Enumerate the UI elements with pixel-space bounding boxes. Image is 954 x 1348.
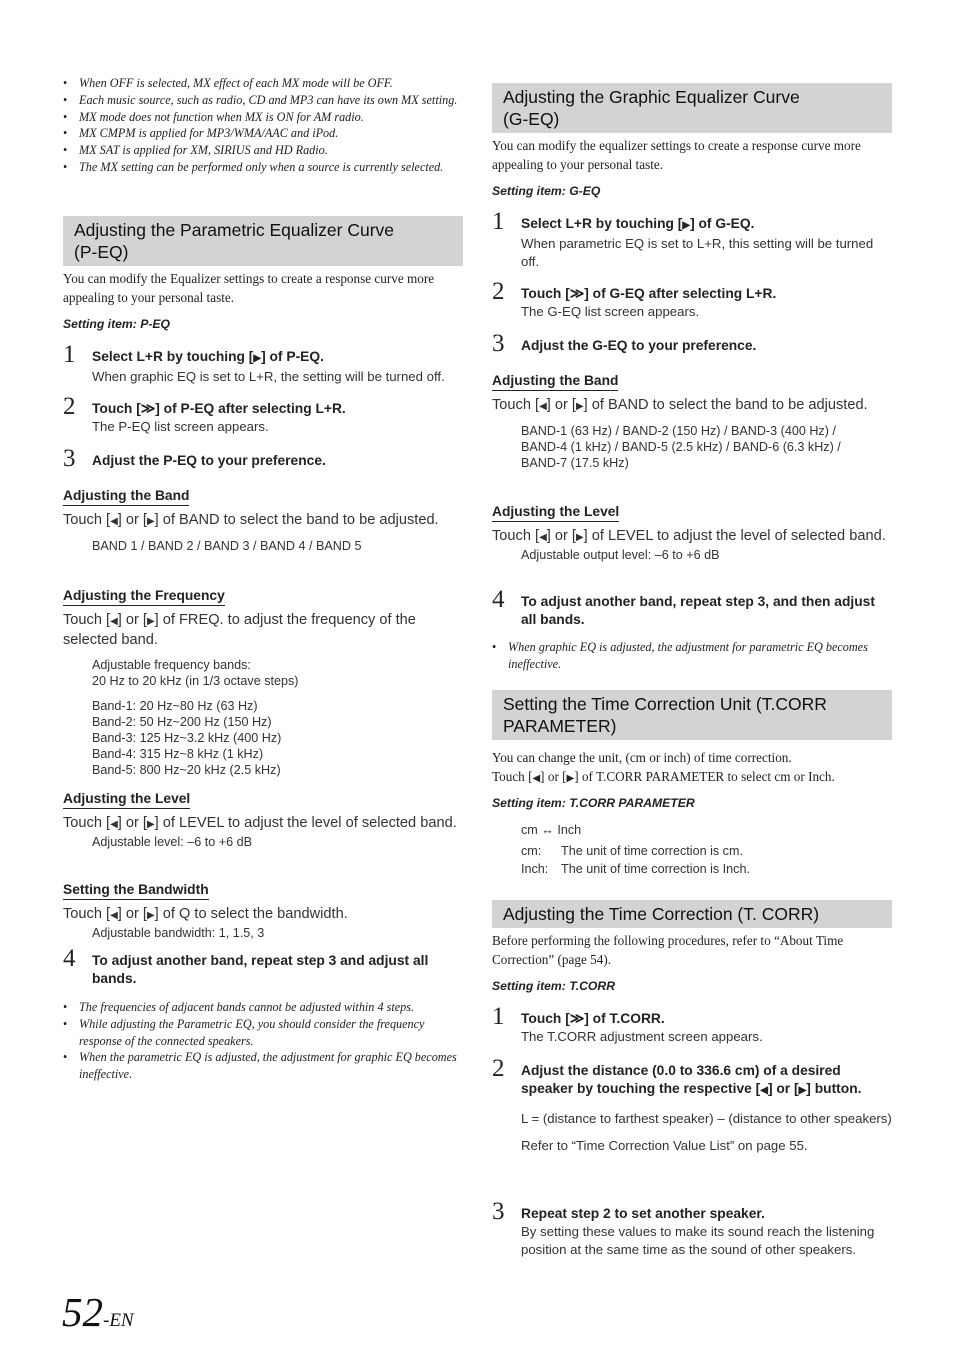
step-number: 2 (492, 1055, 505, 1082)
list-item: • The frequencies of adjacent bands cannot be adjusted within 4 steps. (63, 999, 463, 1016)
list-item: • When OFF is selected, MX effect of each MX mode will be OFF. (63, 75, 463, 92)
peq-step-2 (63, 393, 463, 436)
right-arrow-icon: ▶ (575, 532, 584, 543)
step-text: ] of P-EQ after selecting L+R. (155, 401, 346, 416)
step-number: 1 (492, 1003, 505, 1030)
left-arrow-icon: ◀ (110, 616, 118, 627)
text: ] of LEVEL to adjust the level of selected band. (583, 528, 886, 544)
peq-step-4 (63, 945, 463, 988)
list-item: • The MX setting can be performed only when a source is currently selected. (63, 159, 463, 176)
refer-text: Refer to “Time Correction Value List” on page 55. (521, 1138, 808, 1153)
step-text: Touch [ (92, 401, 141, 416)
list-item: • MX mode does not function when MX is ON for AM radio. (63, 109, 463, 126)
peq-setting-item: Setting item: P-EQ (63, 317, 170, 331)
left-arrow-icon: ◀ (760, 1085, 768, 1096)
right-arrow-icon: ▶ (798, 1085, 807, 1096)
tcorr-param-heading-line1: Setting the Time Correction Unit (T.CORR (503, 694, 827, 714)
step-desc: By setting these values to make its sound reach the listening position at the same time as the sound of other speakers. (521, 1224, 875, 1257)
left-arrow-icon: ◀ (110, 516, 118, 527)
unit-definition (521, 861, 892, 877)
right-arrow-icon: ▶ (566, 773, 575, 784)
geq-heading-line1: Adjusting the Graphic Equalizer Curve (503, 87, 800, 107)
step-text: Select L+R by touching [ (521, 216, 683, 231)
step-number: 1 (63, 341, 76, 368)
list-item: • MX CMPM is applied for MP3/WMA/AAC and iPod. (63, 125, 463, 142)
step-desc: The T.CORR adjustment screen appears. (521, 1029, 763, 1044)
text: ] or [ (546, 528, 576, 544)
text: ] of BAND to select the band to be adjusted. (583, 397, 868, 413)
play-icon: ▶ (253, 353, 262, 364)
text: ] or [ (540, 769, 567, 784)
step-number: 2 (63, 393, 76, 420)
band-values: BAND 1 / BAND 2 / BAND 3 / BAND 4 / BAND 5 (92, 539, 362, 553)
step-text: ] of G-EQ. (690, 216, 755, 231)
peq-notes-list (63, 999, 463, 1083)
play-icon: ▶ (682, 220, 691, 231)
step-text: ] of P-EQ. (261, 349, 324, 364)
left-arrow-icon: ◀ (539, 532, 547, 543)
step-text: Adjust the P-EQ to your preference. (92, 453, 326, 468)
step-text: ] of G-EQ after selecting L+R. (584, 286, 777, 301)
formula-text: L = (distance to farthest speaker) – (distance to other speakers) (521, 1111, 892, 1126)
step-text: To adjust another band, repeat step 3 and adjust all bands. (92, 953, 429, 986)
subheading: Adjusting the Level (492, 503, 619, 522)
left-arrow-icon: ◀ (532, 773, 541, 784)
text: Touch [ (492, 528, 540, 544)
tcorr-heading: Adjusting the Time Correction (T. CORR) (503, 904, 820, 924)
list-item: • When the parametric EQ is adjusted, the adjustment for graphic EQ becomes ineffective. (63, 1049, 463, 1083)
frequency-bands-label: Adjustable frequency bands: (92, 658, 251, 672)
text: Touch [ (63, 906, 111, 922)
def-value: The unit of time correction is Inch. (561, 862, 750, 876)
right-arrow-icon: ▶ (146, 616, 155, 627)
bandwidth-note: Adjustable bandwidth: 1, 1.5, 3 (92, 926, 265, 940)
def-key: Inch: (521, 862, 549, 876)
double-chevron-icon: ≫ (569, 1011, 585, 1026)
text: Touch [ (63, 512, 111, 528)
level-note: Adjustable level: –6 to +6 dB (92, 835, 252, 849)
text: ] of FREQ. to adjust the frequency of the selected band. (63, 612, 416, 648)
right-arrow-icon: ▶ (146, 910, 155, 921)
step-number: 3 (492, 330, 505, 357)
geq-step-4 (492, 586, 892, 629)
page-number-value: 52 (62, 1289, 103, 1335)
list-item: • When graphic EQ is adjusted, the adjustment for parametric EQ becomes ineffective. (492, 639, 892, 673)
def-value: The unit of time correction is cm. (561, 844, 743, 858)
step-text: Select L+R by touching [ (92, 349, 254, 364)
tcorr-section-heading (492, 900, 892, 928)
double-chevron-icon: ≫ (569, 286, 585, 301)
geq-setting-item: Setting item: G-EQ (492, 184, 601, 198)
geq-step-1 (492, 208, 892, 271)
subheading: Adjusting the Band (63, 487, 189, 506)
frequency-band-list (92, 698, 463, 778)
right-arrow-icon: ▶ (146, 819, 155, 830)
tcorr-param-heading-line2: PARAMETER) (503, 716, 617, 736)
text: Touch [ (63, 612, 111, 628)
list-item: BAND-4 (1 kHz) / BAND-5 (2.5 kHz) / BAND-6 (6.3 kHz) / (521, 440, 841, 454)
mx-notes-list (63, 75, 463, 176)
page-number (62, 1288, 134, 1336)
left-arrow-icon: ◀ (110, 819, 118, 830)
step-number: 3 (63, 445, 76, 472)
step-number: 4 (63, 945, 76, 972)
step-text: ] button. (806, 1081, 862, 1096)
tcorr-param-section-heading (492, 690, 892, 740)
text: ] of T.CORR PARAMETER to select cm or Inch. (574, 769, 835, 784)
text: Touch [ (492, 397, 540, 413)
step-desc: The P-EQ list screen appears. (92, 419, 269, 434)
left-arrow-icon: ◀ (110, 910, 118, 921)
unit-toggle-text: cm ↔ Inch (521, 823, 582, 837)
text: ] or [ (117, 612, 147, 628)
step-text: Adjust the G-EQ to your preference. (521, 338, 757, 353)
peq-heading-line2: (P-EQ) (74, 242, 129, 262)
step-text: To adjust another band, repeat step 3, and then adjust all bands. (521, 594, 875, 627)
list-item: BAND-1 (63 Hz) / BAND-2 (150 Hz) / BAND-3 (400 Hz) / (521, 424, 836, 438)
unit-definition (521, 843, 892, 859)
subheading: Setting the Bandwidth (63, 881, 209, 900)
peq-section-heading (63, 216, 463, 266)
tcorr-param-intro (492, 748, 892, 788)
geq-notes-list (492, 639, 892, 673)
right-arrow-icon: ▶ (146, 516, 155, 527)
text: ] or [ (117, 815, 147, 831)
peq-frequency-block (63, 587, 463, 778)
step-number: 1 (492, 208, 505, 235)
text: ] or [ (117, 906, 147, 922)
step-number: 3 (492, 1198, 505, 1225)
geq-step-3 (492, 330, 892, 357)
geq-section-heading (492, 83, 892, 133)
frequency-bands-range: 20 Hz to 20 kHz (in 1/3 octave steps) (92, 674, 299, 688)
list-item: BAND-7 (17.5 kHz) (521, 456, 629, 470)
tcorr-step-2 (492, 1055, 892, 1155)
list-item: Band-3: 125 Hz~3.2 kHz (400 Hz) (92, 731, 282, 745)
step-text: ] or [ (767, 1081, 799, 1096)
step-number: 2 (492, 278, 505, 305)
geq-step-2 (492, 278, 892, 321)
geq-intro: You can modify the equalizer settings to create a response curve more appealing to your personal taste. (492, 138, 861, 172)
subheading: Adjusting the Frequency (63, 587, 225, 606)
step-desc: When parametric EQ is set to L+R, this setting will be turned off. (521, 236, 874, 269)
subheading: Adjusting the Level (63, 790, 190, 809)
geq-band-block (492, 372, 892, 471)
list-item: Band-4: 315 Hz~8 kHz (1 kHz) (92, 747, 264, 761)
tcorr-param-setting-item: Setting item: T.CORR PARAMETER (492, 796, 695, 810)
level-note: Adjustable output level: –6 to +6 dB (521, 548, 720, 562)
step-text: Repeat step 2 to set another speaker. (521, 1206, 765, 1221)
page-number-suffix: -EN (103, 1310, 134, 1331)
unit-toggle-block (492, 822, 892, 877)
step-desc: When graphic EQ is set to L+R, the setting will be turned off. (92, 369, 445, 384)
step-number: 4 (492, 586, 505, 613)
peq-heading-line1: Adjusting the Parametric Equalizer Curve (74, 220, 395, 240)
list-item: • While adjusting the Parametric EQ, you should consider the frequency response of the connected speakers. (63, 1016, 463, 1050)
list-item: Band-2: 50 Hz~200 Hz (150 Hz) (92, 715, 272, 729)
text: ] of Q to select the bandwidth. (154, 906, 348, 922)
peq-band-block (63, 487, 463, 554)
list-item: • MX SAT is applied for XM, SIRIUS and HD Radio. (63, 142, 463, 159)
tcorr-step-3 (492, 1198, 892, 1259)
geq-level-block (492, 503, 892, 563)
tcorr-intro: Before performing the following procedures, refer to “About Time Correction” (page 54). (492, 933, 844, 967)
step-desc: The G-EQ list screen appears. (521, 304, 700, 319)
text: Touch [ (63, 815, 111, 831)
step-text: ] of T.CORR. (584, 1011, 665, 1026)
list-item: Band-5: 800 Hz~20 kHz (2.5 kHz) (92, 763, 281, 777)
text: ] or [ (117, 512, 147, 528)
peq-step-3 (63, 445, 463, 472)
peq-intro: You can modify the Equalizer settings to create a response curve more appealing to your personal taste. (63, 271, 435, 305)
text: ] or [ (546, 397, 576, 413)
geq-heading-line2: (G-EQ) (503, 109, 560, 129)
text: ] of LEVEL to adjust the level of selected band. (154, 815, 457, 831)
tcorr-step-1 (492, 1003, 892, 1046)
list-item: • Each music source, such as radio, CD and MP3 can have its own MX setting. (63, 92, 463, 109)
intro-line: You can change the unit, (cm or inch) of time correction. (492, 750, 792, 765)
double-chevron-icon: ≫ (140, 401, 156, 416)
step-text: Touch [ (521, 286, 570, 301)
left-arrow-icon: ◀ (539, 401, 547, 412)
subheading: Adjusting the Band (492, 372, 618, 391)
band-values (492, 423, 892, 471)
step-text: Touch [ (521, 1011, 570, 1026)
right-arrow-icon: ▶ (575, 401, 584, 412)
def-key: cm: (521, 844, 542, 858)
tcorr-setting-item: Setting item: T.CORR (492, 979, 615, 993)
peq-level-block (63, 790, 463, 850)
step-text: Adjust the distance (0.0 to 336.6 cm) of a desired speaker by touching the respective [ (521, 1063, 841, 1096)
peq-bandwidth-block (63, 881, 463, 941)
text: Touch [ (492, 769, 533, 784)
text: ] of BAND to select the band to be adjusted. (154, 512, 439, 528)
list-item: Band-1: 20 Hz~80 Hz (63 Hz) (92, 699, 258, 713)
peq-step-1 (63, 341, 463, 386)
